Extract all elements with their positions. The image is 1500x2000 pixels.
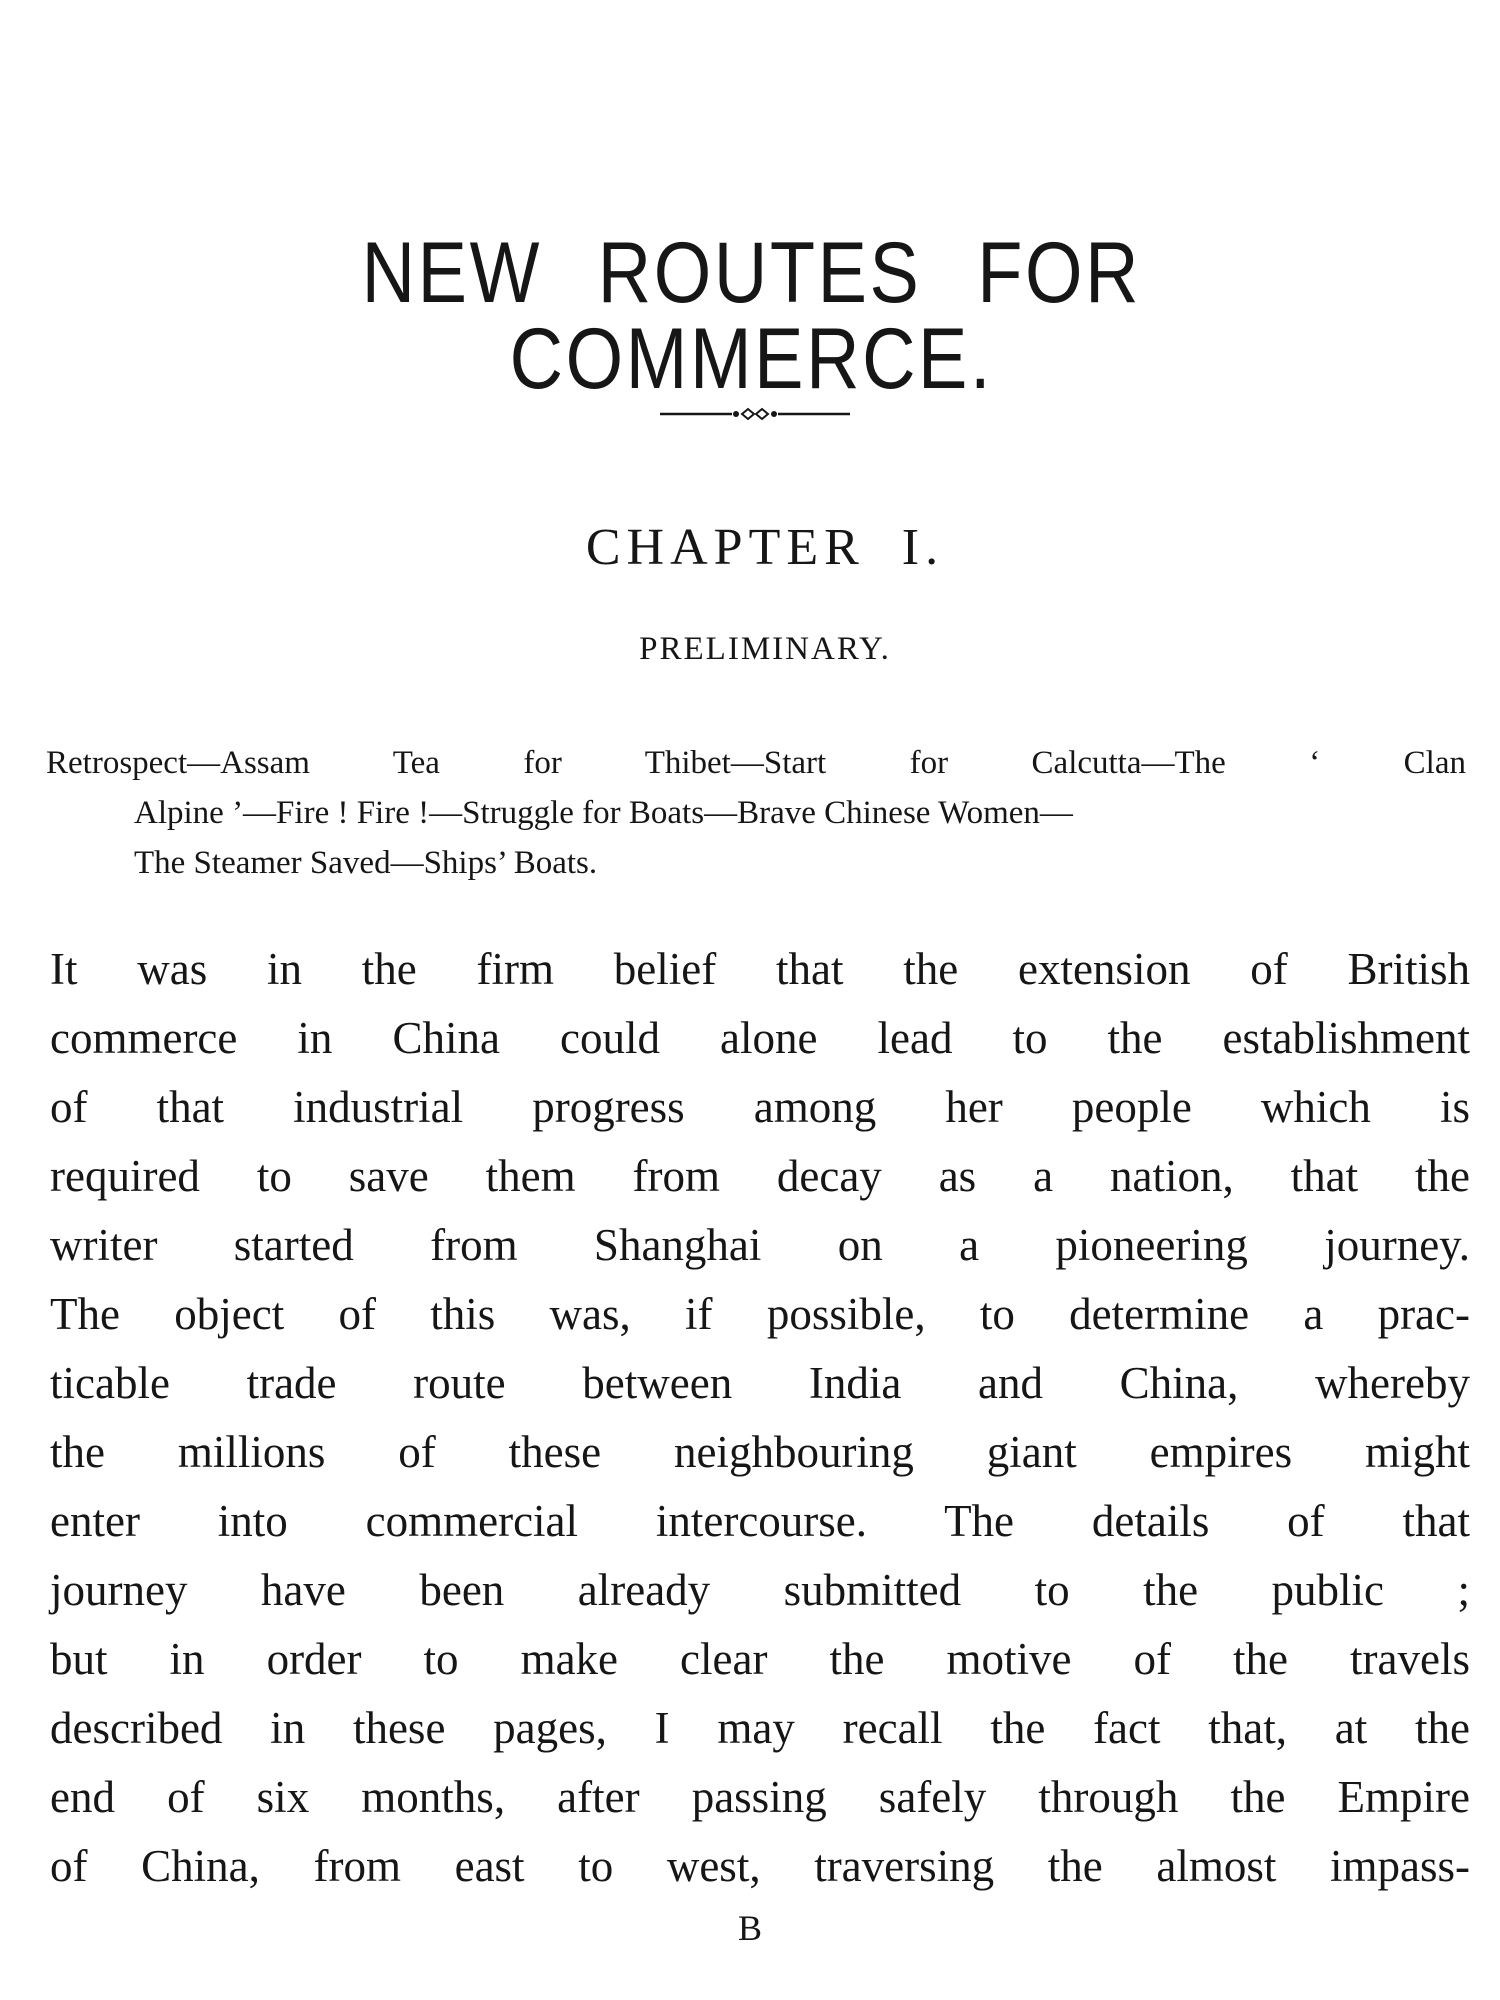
body-line: the millions of these neighbouring giant empires might xyxy=(50,1427,1470,1477)
body-line: writer started from Shanghai on a pioneering journey. xyxy=(50,1220,1470,1270)
title-ornament xyxy=(660,407,850,421)
signature-mark: B xyxy=(737,1908,762,1948)
body-line: described in these pages, I may recall the fact that, at the xyxy=(50,1703,1470,1753)
body-line: The object of this was, if possible, to determine a prac- xyxy=(50,1289,1470,1339)
body-line: of China, from east to west, traversing the almost impass- xyxy=(50,1841,1470,1891)
chapter-heading: CHAPTER I. xyxy=(585,519,945,576)
body-line: enter into commercial intercourse. The details of that xyxy=(50,1496,1470,1546)
chapter-subtitle: PRELIMINARY. xyxy=(639,631,891,667)
chapter-synopsis xyxy=(46,738,1466,888)
synopsis-line: Alpine ’—Fire ! Fire !—Struggle for Boats—Brave Chinese Women— xyxy=(134,795,1073,831)
synopsis-line: Retrospect—Assam Tea for Thibet—Start for Calcutta—The ‘ Clan xyxy=(46,745,1466,781)
body-line: but in order to make clear the motive of the travels xyxy=(50,1634,1470,1684)
body-line: of that industrial progress among her people which is xyxy=(50,1082,1470,1132)
body-line: ticable trade route between India and China, whereby xyxy=(50,1358,1470,1408)
synopsis-line: The Steamer Saved—Ships’ Boats. xyxy=(134,845,598,881)
body-line: end of six months, after passing safely through the Empire xyxy=(50,1772,1470,1822)
body-line: required to save them from decay as a nation, that the xyxy=(50,1151,1470,1201)
book-title: NEW ROUTES FOR COMMERCE. xyxy=(361,225,1142,407)
body-line: journey have been already submitted to the public ; xyxy=(50,1565,1470,1615)
body-line: It was in the firm belief that the extension of British xyxy=(50,944,1470,994)
body-line: commerce in China could alone lead to the establishment xyxy=(50,1013,1470,1063)
body-paragraph xyxy=(50,935,1470,1901)
